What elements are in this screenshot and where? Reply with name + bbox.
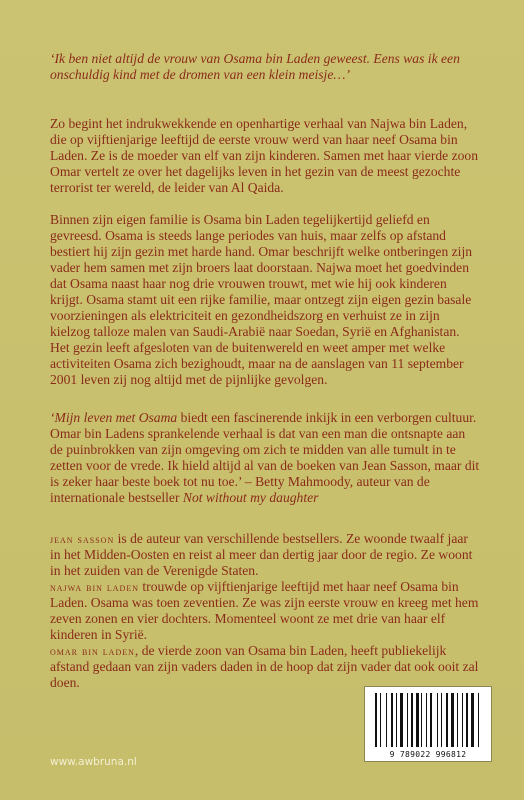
barcode-bar	[462, 693, 463, 747]
review-paragraph	[50, 410, 480, 506]
opening-quote	[50, 51, 480, 83]
bio-text: trouwde op vijftienjarige leeftijd met haar neef Osama bin Laden. Osama was toen zeventien. Ze was zijn eerste vrouw en kreeg met hem zeven zonen en vier dochters. Momenteel woont ze met drie van haar elf kinderen in Syrië.	[50, 579, 479, 642]
barcode-bar	[430, 693, 432, 747]
barcode-bar	[446, 693, 448, 747]
barcode-bar	[423, 693, 425, 747]
barcode-bar	[375, 693, 377, 747]
barcode-bar	[382, 693, 385, 747]
author-bios	[50, 531, 480, 691]
barcode-bar	[380, 693, 381, 747]
body-paragraph-2: Het gezin leeft afgesloten van de buitenwereld en weet amper met welke activiteiten Osama zich bezighoudt, maar na de aanslagen van 11 september 2001 leven zij nog altijd met de pijnlijke gevolgen.	[50, 340, 464, 387]
intro-text: Zo begint het indrukwekkende en openhartige verhaal van Najwa bin Laden, die op vijftienjarige leeftijd de eerste vrouw werd van haar neef Osama bin Laden. Ze is de moeder van elf van zijn kinderen. Samen met haar vierde zoon Omar vertelt ze over het dagelijks leven in het gezin van de meest gezochte terrorist ter wereld, de leider van Al Qaida.	[50, 116, 479, 195]
body-paragraph-1: Binnen zijn eigen familie is Osama bin Laden tegelijkertijd geliefd en gevreesd. Osama is steeds lange periodes van huis, maar zelfs op afstand bestiert hij zijn gezin met harde hand. Omar beschrijft welke ontberingen zijn vader hem samen met zijn broers laat doorstaan. Najwa moet het goedvinden dat Osama naast haar nog drie vrouwen trouwt, met wie hij ook kinderen krijgt. Osama stamt uit een rijke familie, maar ontzegt zijn eigen gezin basale voorzieningen als elektriciteit en gezondheidszorg en verhuist ze in zijn kielzog talloze malen van Saudi-Arabië naar Soedan, Syrië en Afghanistan.	[50, 212, 473, 339]
bio-text: is de auteur van verschillende bestsellers. Ze woonde twaalf jaar in het Midden-Oosten en reist al meer dan dertig jaar door de regio. Ze woont in het zuiden van de Verenigde Staten.	[50, 531, 473, 578]
review-text: biedt een fascinerende inkijk in een verborgen cultuur. Omar bin Ladens sprankelende verhaal is dat van een man die ontsnapte aan de puinbrokken van zijn omgeving om zich te midden van alle tumult in te zetten voor de vrede. Ik hield altijd al van de boeken van Jean Sasson, maar dit is zeker haar beste boek tot nu toe.’ – Betty Mahmoody, auteur van de internationale bestseller	[50, 410, 480, 505]
barcode-bar	[439, 693, 440, 747]
barcode-bar	[437, 693, 438, 747]
barcode-bar	[443, 693, 445, 747]
publisher-url: www.awbruna.nl	[50, 756, 137, 768]
bio-omar-bin-laden	[50, 643, 480, 691]
bio-name: jean sasson	[50, 532, 115, 546]
barcode-bar	[455, 693, 456, 747]
barcode-bar	[414, 693, 415, 747]
barcode-bar	[388, 693, 390, 747]
barcode-bar	[475, 693, 477, 747]
barcode-bar	[378, 693, 379, 747]
bio-text: , de vierde zoon van Osama bin Laden, heeft publiekelijk afstand gedaan van zijn vaders daden in de hoop dat zijn vader dat ook ooit zal doen.	[50, 643, 479, 690]
barcode-bar	[441, 693, 442, 747]
barcode-bar	[466, 693, 468, 747]
bio-jean-sasson	[50, 531, 480, 579]
barcode-bar	[386, 693, 387, 747]
intro-paragraph	[50, 116, 480, 196]
barcode-bar	[394, 693, 395, 747]
barcode-bar	[391, 693, 393, 747]
barcode-bar	[404, 693, 406, 747]
review-referenced-book: Not without my daughter	[182, 490, 319, 505]
barcode-bar	[480, 693, 481, 747]
review-book-title: ‘Mijn leven met Osama	[50, 410, 178, 425]
barcode-bar	[409, 693, 410, 747]
barcode-bar	[469, 693, 470, 747]
barcode-bars	[375, 693, 481, 747]
barcode-bar	[396, 693, 397, 747]
barcode-bar	[421, 693, 422, 747]
barcode-bar	[457, 693, 458, 747]
barcode-bar	[400, 693, 403, 747]
body-section	[50, 212, 480, 388]
barcode-bar	[478, 693, 479, 747]
bio-name: omar bin laden	[50, 644, 135, 658]
opening-quote-text: ‘Ik ben niet altijd de vrouw van Osama bin Laden geweest. Eens was ik een onschuldig kind met de dromen van een klein meisje…’	[50, 51, 460, 82]
isbn-number: 9 789022 996812	[389, 750, 467, 759]
barcode-bar	[416, 693, 419, 747]
isbn-barcode	[364, 686, 492, 762]
barcode-bar	[411, 693, 413, 747]
barcode-bar	[471, 693, 474, 747]
barcode-bar	[451, 693, 454, 747]
barcode-bar	[407, 693, 408, 747]
barcode-bar	[433, 693, 436, 747]
barcode-bar	[464, 693, 465, 747]
bio-name: najwa bin laden	[50, 580, 139, 594]
review-quote	[50, 410, 480, 506]
barcode-bar	[398, 693, 399, 747]
barcode-bar	[459, 693, 461, 747]
barcode-bar	[419, 693, 420, 747]
barcode-bar	[428, 693, 429, 747]
bio-najwa-bin-laden	[50, 579, 480, 643]
barcode-bar	[426, 693, 427, 747]
barcode-bar	[449, 693, 450, 747]
